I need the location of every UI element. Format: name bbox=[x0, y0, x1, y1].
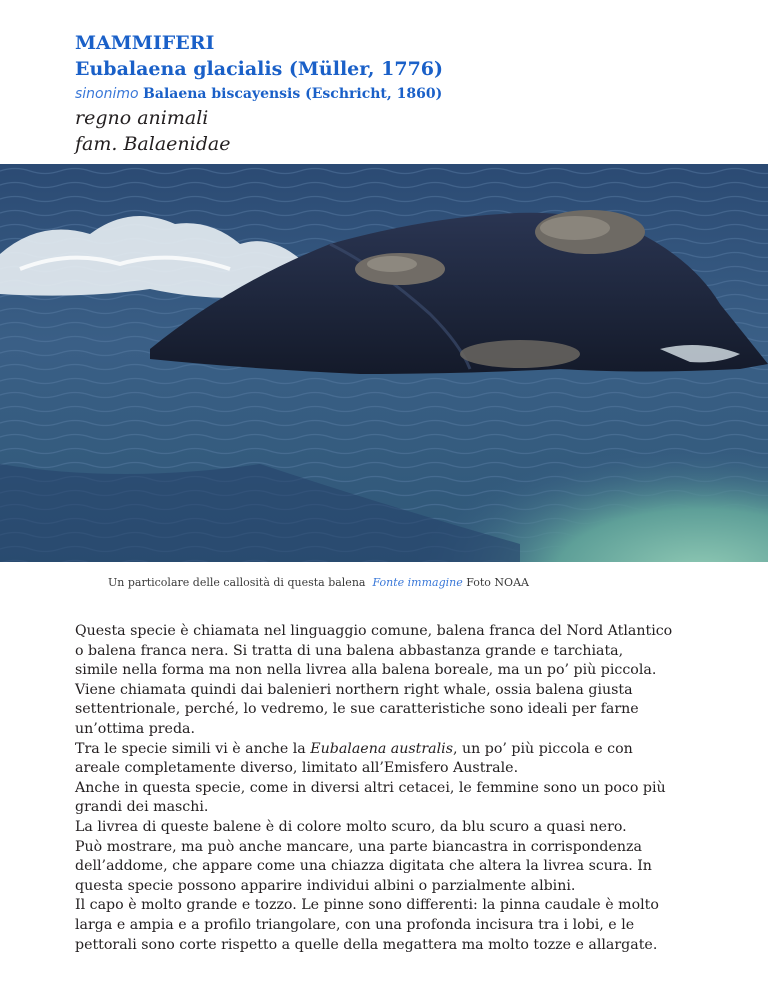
body-line: larga e ampia e a profilo triangolare, con una profonda incisura tra i lobi, e le bbox=[75, 916, 635, 933]
body-line: questa specie possono apparire individui albini o parzialmente albini. bbox=[75, 877, 576, 894]
whale-photo bbox=[0, 164, 768, 562]
body-text-fragment: Tra le specie simili vi è anche la bbox=[75, 740, 311, 757]
article-body bbox=[75, 622, 715, 955]
body-line: un’ottima preda. bbox=[75, 720, 195, 737]
body-line-with-italic bbox=[75, 740, 715, 760]
body-line: Questa specie è chiamata nel linguaggio comune, balena franca del Nord Atlantico bbox=[75, 623, 673, 639]
category-title: MAMMIFERI bbox=[75, 32, 215, 54]
body-line: settentrionale, perché, lo vedremo, le sue caratteristiche sono ideali per farne bbox=[75, 701, 639, 718]
synonym-label: sinonimo bbox=[75, 86, 139, 102]
body-line: dell’addome, che appare come una chiazza digitata che altera la livrea scura. In bbox=[75, 858, 652, 875]
family-label: fam. Balaenidae bbox=[75, 133, 231, 155]
body-text-fragment: , un po’ più piccola e con bbox=[452, 740, 633, 757]
image-source-link[interactable]: Fonte immagine bbox=[372, 576, 463, 589]
kingdom-label: regno animali bbox=[75, 107, 209, 129]
synonym-name: Balaena biscayensis (Eschricht, 1860) bbox=[143, 86, 443, 102]
body-line: Anche in questa specie, come in diversi altri cetacei, le femmine sono un poco più bbox=[75, 779, 666, 796]
body-line: areale completamente diverso, limitato all’Emisfero Australe. bbox=[75, 760, 519, 777]
photo-credit: Foto NOAA bbox=[466, 576, 529, 589]
caption-text: Un particolare delle callosità di questa balena bbox=[108, 576, 366, 589]
species-italic: Eubalaena australis bbox=[310, 740, 453, 757]
body-line: La livrea di queste balene è di colore molto scuro, da blu scuro a quasi nero. bbox=[75, 818, 627, 835]
body-line: Può mostrare, ma può anche mancare, una parte biancastra in corrispondenza bbox=[75, 838, 642, 855]
body-line: simile nella forma ma non nella livrea alla balena boreale, ma un po’ più piccola. bbox=[75, 662, 657, 679]
body-line: Viene chiamata quindi dai balenieri northern right whale, ossia balena giusta bbox=[75, 681, 633, 698]
photo-caption bbox=[108, 576, 708, 589]
body-line: o balena franca nera. Si tratta di una balena abbastanza grande e tarchiata, bbox=[75, 642, 624, 659]
body-line: pettorali sono corte rispetto a quelle della megattera ma molto tozze e allargate. bbox=[75, 936, 658, 953]
species-header bbox=[75, 30, 735, 157]
species-name: Eubalaena glacialis (Müller, 1776) bbox=[75, 58, 443, 80]
body-line: grandi dei maschi. bbox=[75, 799, 209, 816]
body-line: Il capo è molto grande e tozzo. Le pinne sono differenti: la pinna caudale è molto bbox=[75, 897, 659, 914]
synonym-line bbox=[75, 83, 735, 105]
